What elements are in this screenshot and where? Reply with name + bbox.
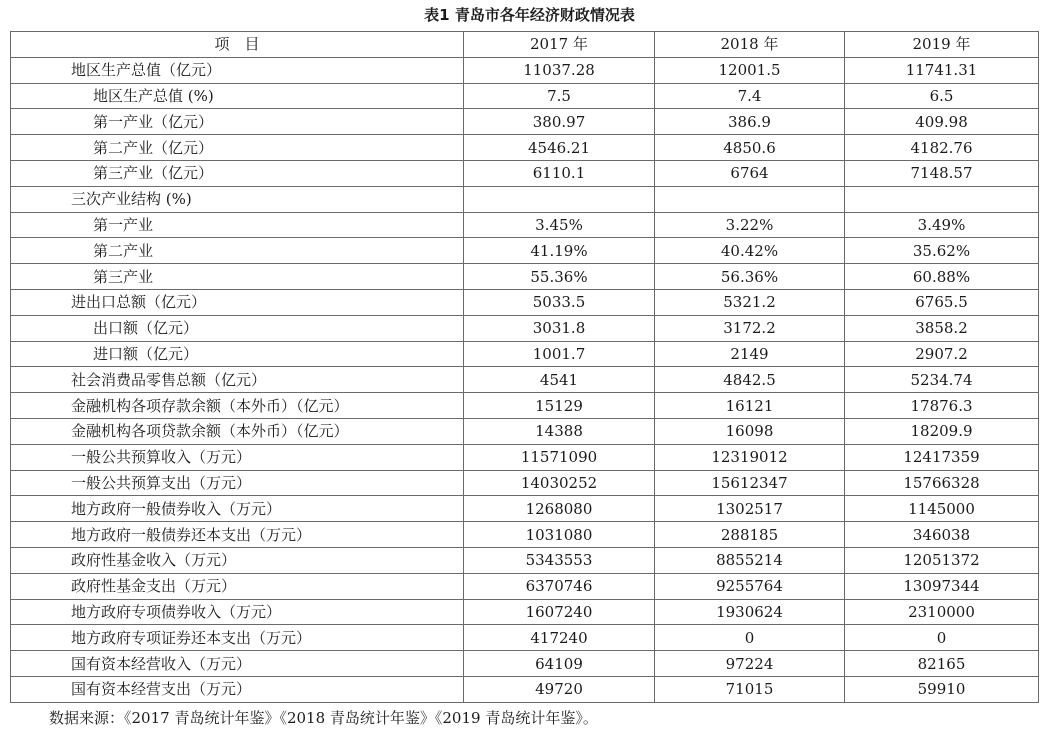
row-label: 国有资本经营支出（万元）: [11, 676, 464, 702]
cell-2019: 6.5: [845, 83, 1039, 109]
row-label: 地方政府专项证券还本支出（万元）: [11, 625, 464, 651]
cell-2018: 0: [655, 625, 845, 651]
cell-2017: 3031.8: [464, 315, 655, 341]
table-row: [11, 418, 1039, 444]
cell-2017: 11571090: [464, 444, 655, 470]
table-row: [11, 341, 1039, 367]
cell-2017: 14388: [464, 418, 655, 444]
cell-2018: 3.22%: [655, 212, 845, 238]
table-row: [11, 367, 1039, 393]
table-row: [11, 522, 1039, 548]
cell-2018: 16121: [655, 393, 845, 419]
cell-2018: 4850.6: [655, 135, 845, 161]
table-row: [11, 651, 1039, 677]
cell-2019: 5234.74: [845, 367, 1039, 393]
cell-2017: 64109: [464, 651, 655, 677]
table-row: [11, 264, 1039, 290]
cell-2018: 56.36%: [655, 264, 845, 290]
cell-2019: 12051372: [845, 547, 1039, 573]
row-label: 三次产业结构 (%): [11, 186, 464, 212]
cell-2019: 82165: [845, 651, 1039, 677]
table-row: [11, 57, 1039, 83]
cell-2017: 14030252: [464, 470, 655, 496]
cell-2019: 346038: [845, 522, 1039, 548]
cell-2019: 0: [845, 625, 1039, 651]
cell-2019: 17876.3: [845, 393, 1039, 419]
cell-2017: 1268080: [464, 496, 655, 522]
cell-2017: 15129: [464, 393, 655, 419]
cell-2018: 16098: [655, 418, 845, 444]
cell-2018: 8855214: [655, 547, 845, 573]
cell-2017: 49720: [464, 676, 655, 702]
cell-2017: 417240: [464, 625, 655, 651]
row-label: 地方政府一般债券收入（万元）: [11, 496, 464, 522]
economic-finance-table: [10, 31, 1039, 703]
cell-2018: 15612347: [655, 470, 845, 496]
table-row: [11, 444, 1039, 470]
table-row: [11, 135, 1039, 161]
cell-2019: 15766328: [845, 470, 1039, 496]
table-row: [11, 315, 1039, 341]
header-2019: 2019 年: [845, 32, 1039, 58]
header-item: 项 目: [11, 32, 464, 58]
table-row: [11, 625, 1039, 651]
row-label: 第三产业（亿元）: [11, 160, 464, 186]
table-row: [11, 289, 1039, 315]
table-body: [11, 57, 1039, 702]
cell-2018: 5321.2: [655, 289, 845, 315]
cell-2018: 12001.5: [655, 57, 845, 83]
table-row: [11, 186, 1039, 212]
cell-2019: 4182.76: [845, 135, 1039, 161]
cell-2019: 6765.5: [845, 289, 1039, 315]
table-row: [11, 470, 1039, 496]
cell-2018: 12319012: [655, 444, 845, 470]
header-2017: 2017 年: [464, 32, 655, 58]
row-label: 地方政府一般债券还本支出（万元）: [11, 522, 464, 548]
table-row: [11, 599, 1039, 625]
table-row: [11, 547, 1039, 573]
table-title: 表1 青岛市各年经济财政情况表: [424, 6, 635, 24]
cell-2018: 71015: [655, 676, 845, 702]
row-label: 出口额（亿元）: [11, 315, 464, 341]
cell-2018: 1930624: [655, 599, 845, 625]
cell-2017: 3.45%: [464, 212, 655, 238]
cell-2019: 13097344: [845, 573, 1039, 599]
cell-2019: 11741.31: [845, 57, 1039, 83]
cell-2018: 9255764: [655, 573, 845, 599]
cell-2019: 12417359: [845, 444, 1039, 470]
cell-2017: 6370746: [464, 573, 655, 599]
cell-2017: 55.36%: [464, 264, 655, 290]
table-row: [11, 496, 1039, 522]
row-label: 地区生产总值 (%): [11, 83, 464, 109]
cell-2017: 6110.1: [464, 160, 655, 186]
cell-2019: 1145000: [845, 496, 1039, 522]
cell-2018: 7.4: [655, 83, 845, 109]
row-label: 一般公共预算收入（万元）: [11, 444, 464, 470]
row-label: 金融机构各项贷款余额（本外币）（亿元）: [11, 418, 464, 444]
data-source-note: 数据来源：《2017 青岛统计年鉴》《2018 青岛统计年鉴》《2019 青岛统计年鉴》。: [49, 709, 598, 727]
cell-2019: 2310000: [845, 599, 1039, 625]
row-label: 第一产业（亿元）: [11, 109, 464, 135]
cell-2019: [845, 186, 1039, 212]
table-row: [11, 238, 1039, 264]
table-row: [11, 212, 1039, 238]
cell-2018: 4842.5: [655, 367, 845, 393]
cell-2019: 35.62%: [845, 238, 1039, 264]
cell-2019: 59910: [845, 676, 1039, 702]
row-label: 地方政府专项债券收入（万元）: [11, 599, 464, 625]
cell-2017: 4541: [464, 367, 655, 393]
cell-2017: 7.5: [464, 83, 655, 109]
row-label: 第三产业: [11, 264, 464, 290]
cell-2019: 2907.2: [845, 341, 1039, 367]
row-label: 社会消费品零售总额（亿元）: [11, 367, 464, 393]
cell-2017: 1607240: [464, 599, 655, 625]
row-label: 进口额（亿元）: [11, 341, 464, 367]
cell-2017: 5033.5: [464, 289, 655, 315]
row-label: 政府性基金收入（万元）: [11, 547, 464, 573]
cell-2017: 5343553: [464, 547, 655, 573]
cell-2018: 40.42%: [655, 238, 845, 264]
cell-2017: [464, 186, 655, 212]
row-label: 政府性基金支出（万元）: [11, 573, 464, 599]
cell-2018: 1302517: [655, 496, 845, 522]
cell-2018: 2149: [655, 341, 845, 367]
table-header-row: [11, 32, 1039, 58]
table-row: [11, 573, 1039, 599]
row-label: 第一产业: [11, 212, 464, 238]
cell-2019: 3.49%: [845, 212, 1039, 238]
row-label: 进出口总额（亿元）: [11, 289, 464, 315]
cell-2019: 7148.57: [845, 160, 1039, 186]
cell-2019: 18209.9: [845, 418, 1039, 444]
table-row: [11, 160, 1039, 186]
cell-2019: 3858.2: [845, 315, 1039, 341]
row-label: 一般公共预算支出（万元）: [11, 470, 464, 496]
cell-2018: 6764: [655, 160, 845, 186]
table-row: [11, 83, 1039, 109]
cell-2017: 1031080: [464, 522, 655, 548]
row-label: 国有资本经营收入（万元）: [11, 651, 464, 677]
cell-2017: 1001.7: [464, 341, 655, 367]
cell-2018: 288185: [655, 522, 845, 548]
row-label: 第二产业（亿元）: [11, 135, 464, 161]
table-row: [11, 393, 1039, 419]
row-label: 金融机构各项存款余额（本外币）（亿元）: [11, 393, 464, 419]
table-row: [11, 109, 1039, 135]
cell-2017: 41.19%: [464, 238, 655, 264]
cell-2019: 409.98: [845, 109, 1039, 135]
cell-2018: 97224: [655, 651, 845, 677]
row-label: 第二产业: [11, 238, 464, 264]
table-row: [11, 676, 1039, 702]
cell-2017: 4546.21: [464, 135, 655, 161]
cell-2017: 11037.28: [464, 57, 655, 83]
header-2018: 2018 年: [655, 32, 845, 58]
cell-2018: 386.9: [655, 109, 845, 135]
cell-2017: 380.97: [464, 109, 655, 135]
cell-2018: [655, 186, 845, 212]
cell-2018: 3172.2: [655, 315, 845, 341]
row-label: 地区生产总值（亿元）: [11, 57, 464, 83]
cell-2019: 60.88%: [845, 264, 1039, 290]
